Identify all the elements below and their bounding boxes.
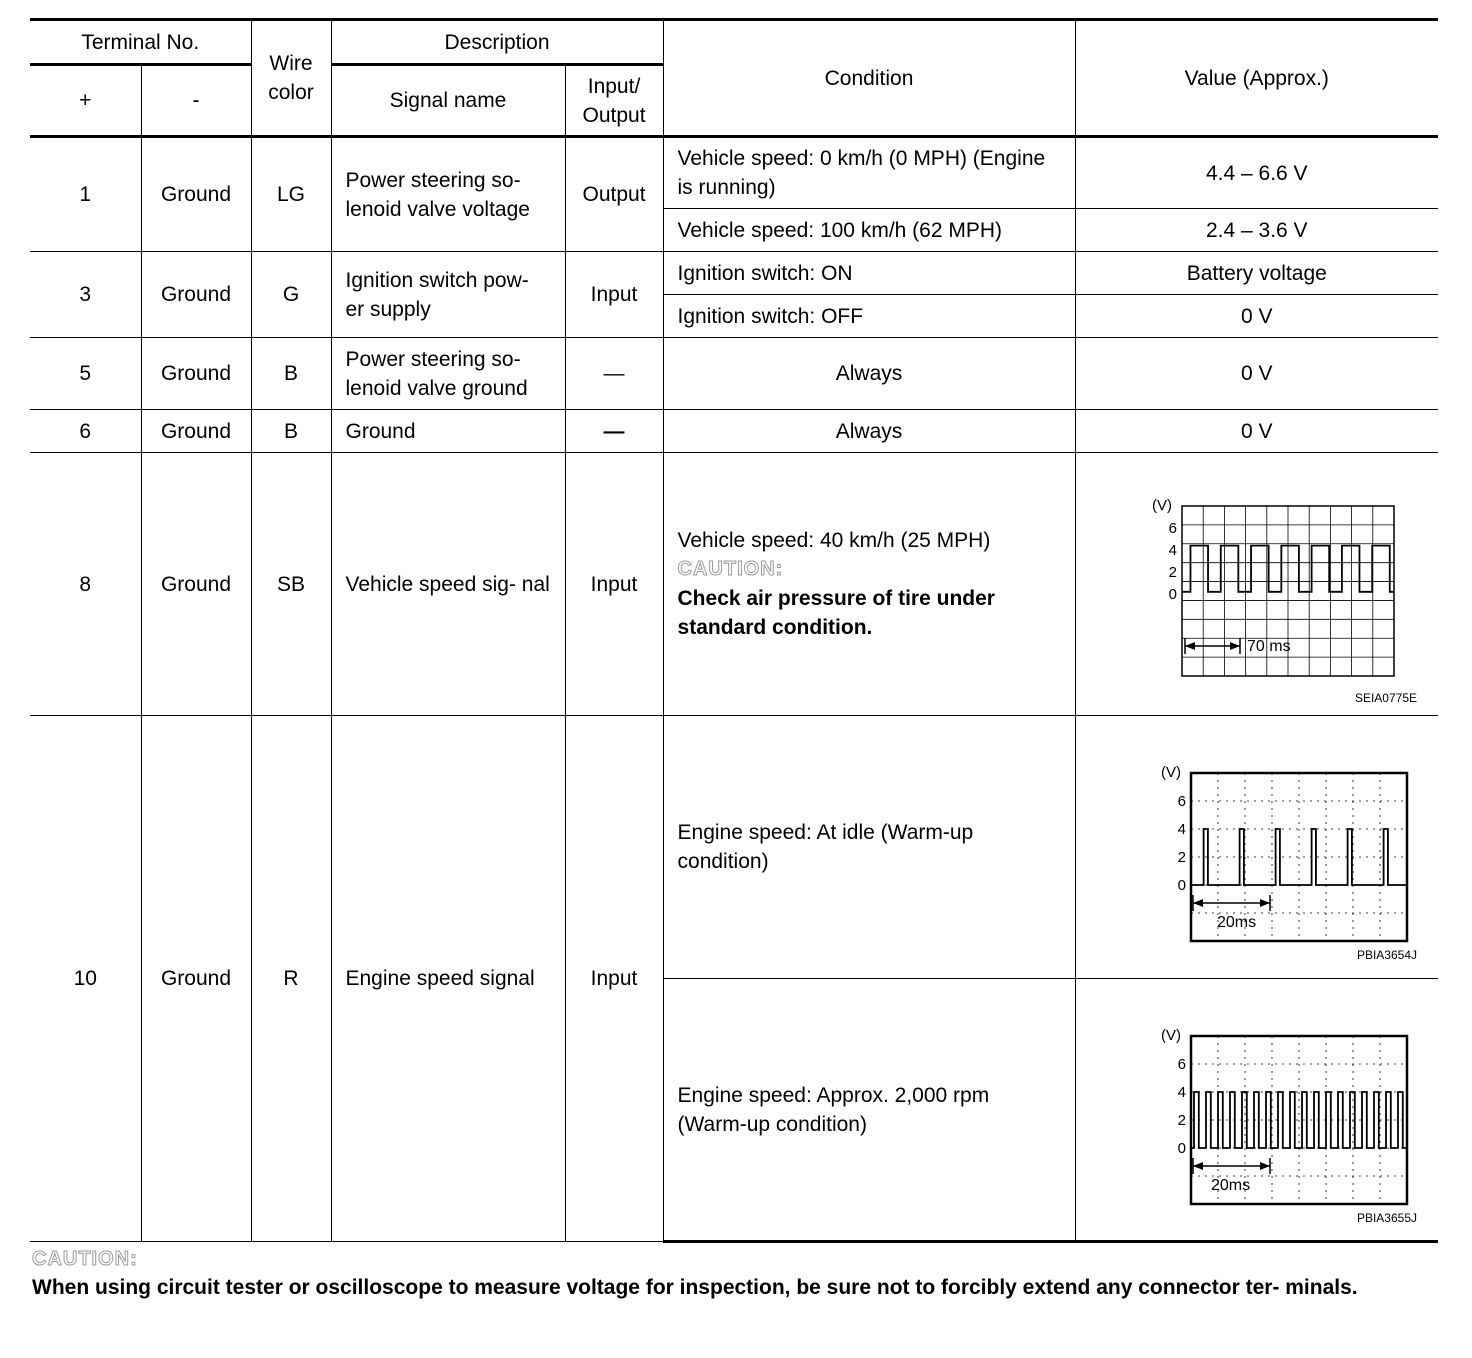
waveform-figure-engine-idle xyxy=(1107,737,1417,962)
y-tick-label: 0 xyxy=(1168,586,1177,603)
period-label: 20ms xyxy=(1210,1176,1250,1194)
waveform-figure-engine-2000rpm xyxy=(1107,1000,1417,1225)
wire-color: LG xyxy=(251,137,331,252)
waveform-figure-vehicle-speed xyxy=(1107,474,1417,705)
condition: Vehicle speed: 40 km/h (25 MPH) xyxy=(677,529,991,552)
header-value: Value (Approx.) xyxy=(1075,20,1438,137)
header-plus: + xyxy=(30,65,141,137)
figure-code: SEIA0775E xyxy=(1354,691,1417,705)
condition: Ignition switch: ON xyxy=(663,252,1075,295)
period-label: 70 ms xyxy=(1246,638,1291,655)
value: 0 V xyxy=(1075,295,1438,338)
terminal-table xyxy=(30,18,1438,1243)
condition-with-caution xyxy=(663,453,1075,716)
terminal-plus: 5 xyxy=(30,338,141,410)
waveform-cell xyxy=(1075,453,1438,716)
condition: Always xyxy=(663,410,1075,453)
header-condition: Condition xyxy=(663,20,1075,137)
header-description: Description xyxy=(331,20,663,65)
y-tick-label: 2 xyxy=(1168,564,1177,581)
terminal-plus: 10 xyxy=(30,716,141,1242)
value: 2.4 – 3.6 V xyxy=(1075,209,1438,252)
y-tick-label: 4 xyxy=(1168,542,1177,559)
terminal-plus: 6 xyxy=(30,410,141,453)
terminal-minus: Ground xyxy=(141,252,251,338)
figure-code: PBIA3654J xyxy=(1356,948,1417,962)
terminal-minus: Ground xyxy=(141,338,251,410)
header-signal-name: Signal name xyxy=(331,65,565,137)
header-minus: - xyxy=(141,65,251,137)
value: 0 V xyxy=(1075,410,1438,453)
terminal-table-container xyxy=(30,18,1438,1243)
y-tick-label: 6 xyxy=(1177,1055,1186,1073)
period-marker-arrow xyxy=(1185,642,1195,650)
y-tick-label: 2 xyxy=(1177,849,1186,866)
value: 0 V xyxy=(1075,338,1438,410)
period-marker-arrow xyxy=(1193,899,1203,907)
input-output: Input xyxy=(565,453,663,716)
period-marker-arrow xyxy=(1260,899,1270,907)
y-tick-label: 0 xyxy=(1177,877,1186,894)
header-input-output: Input/ Output xyxy=(565,65,663,137)
terminal-minus: Ground xyxy=(141,410,251,453)
y-tick-label: 2 xyxy=(1177,1111,1186,1129)
input-output: — xyxy=(565,338,663,410)
terminal-plus: 3 xyxy=(30,252,141,338)
terminal-minus: Ground xyxy=(141,716,251,1242)
caution-label: CAUTION: xyxy=(677,558,784,580)
terminal-minus: Ground xyxy=(141,453,251,716)
signal-name: Ignition switch pow- er supply xyxy=(331,252,565,338)
condition: Vehicle speed: 0 km/h (0 MPH) (Engine is running) xyxy=(663,137,1075,209)
wire-color: SB xyxy=(251,453,331,716)
signal-name: Vehicle speed sig- nal xyxy=(331,453,565,716)
axis-unit-label: (V) xyxy=(1151,497,1172,514)
header-terminal-no: Terminal No. xyxy=(30,20,251,65)
period-marker-arrow xyxy=(1193,1162,1203,1170)
terminal-plus: 8 xyxy=(30,453,141,716)
header-wire-color: Wire color xyxy=(251,20,331,137)
wire-color: G xyxy=(251,252,331,338)
y-tick-label: 0 xyxy=(1177,1139,1186,1157)
condition: Engine speed: Approx. 2,000 rpm (Warm-up condition) xyxy=(663,979,1075,1242)
terminal-plus: 1 xyxy=(30,137,141,252)
wire-color: R xyxy=(251,716,331,1242)
signal-name: Power steering so- lenoid valve voltage xyxy=(331,137,565,252)
condition: Vehicle speed: 100 km/h (62 MPH) xyxy=(663,209,1075,252)
y-tick-label: 4 xyxy=(1177,821,1186,838)
input-output: Input xyxy=(565,716,663,1242)
signal-name: Engine speed signal xyxy=(331,716,565,1242)
period-marker-arrow xyxy=(1260,1162,1270,1170)
caution-note: When using circuit tester or oscilloscope to measure voltage for inspection, be sure not to forcibly extend any connector ter- minals. xyxy=(32,1276,1358,1299)
condition: Always xyxy=(663,338,1075,410)
condition: Engine speed: At idle (Warm-up condition) xyxy=(663,716,1075,979)
value: Battery voltage xyxy=(1075,252,1438,295)
input-output: Input xyxy=(565,252,663,338)
period-label: 20ms xyxy=(1216,914,1256,931)
value: 4.4 – 6.6 V xyxy=(1075,137,1438,209)
y-tick-label: 4 xyxy=(1177,1083,1186,1101)
signal-name: Power steering so- lenoid valve ground xyxy=(331,338,565,410)
footer-caution xyxy=(32,1248,1442,1303)
period-marker-arrow xyxy=(1230,642,1240,650)
figure-code: PBIA3655J xyxy=(1356,1210,1417,1225)
waveform-cell xyxy=(1075,979,1438,1242)
input-output: — xyxy=(565,410,663,453)
axis-unit-label: (V) xyxy=(1160,1026,1181,1044)
y-tick-label: 6 xyxy=(1168,520,1177,537)
caution-label: CAUTION: xyxy=(32,1248,138,1270)
signal-name: Ground xyxy=(331,410,565,453)
wire-color: B xyxy=(251,410,331,453)
caution-text: Check air pressure of tire under standard condition. xyxy=(677,587,995,639)
y-tick-label: 6 xyxy=(1177,793,1186,810)
input-output: Output xyxy=(565,137,663,252)
axis-unit-label: (V) xyxy=(1160,764,1181,781)
wire-color: B xyxy=(251,338,331,410)
condition: Ignition switch: OFF xyxy=(663,295,1075,338)
waveform-cell xyxy=(1075,716,1438,979)
terminal-minus: Ground xyxy=(141,137,251,252)
